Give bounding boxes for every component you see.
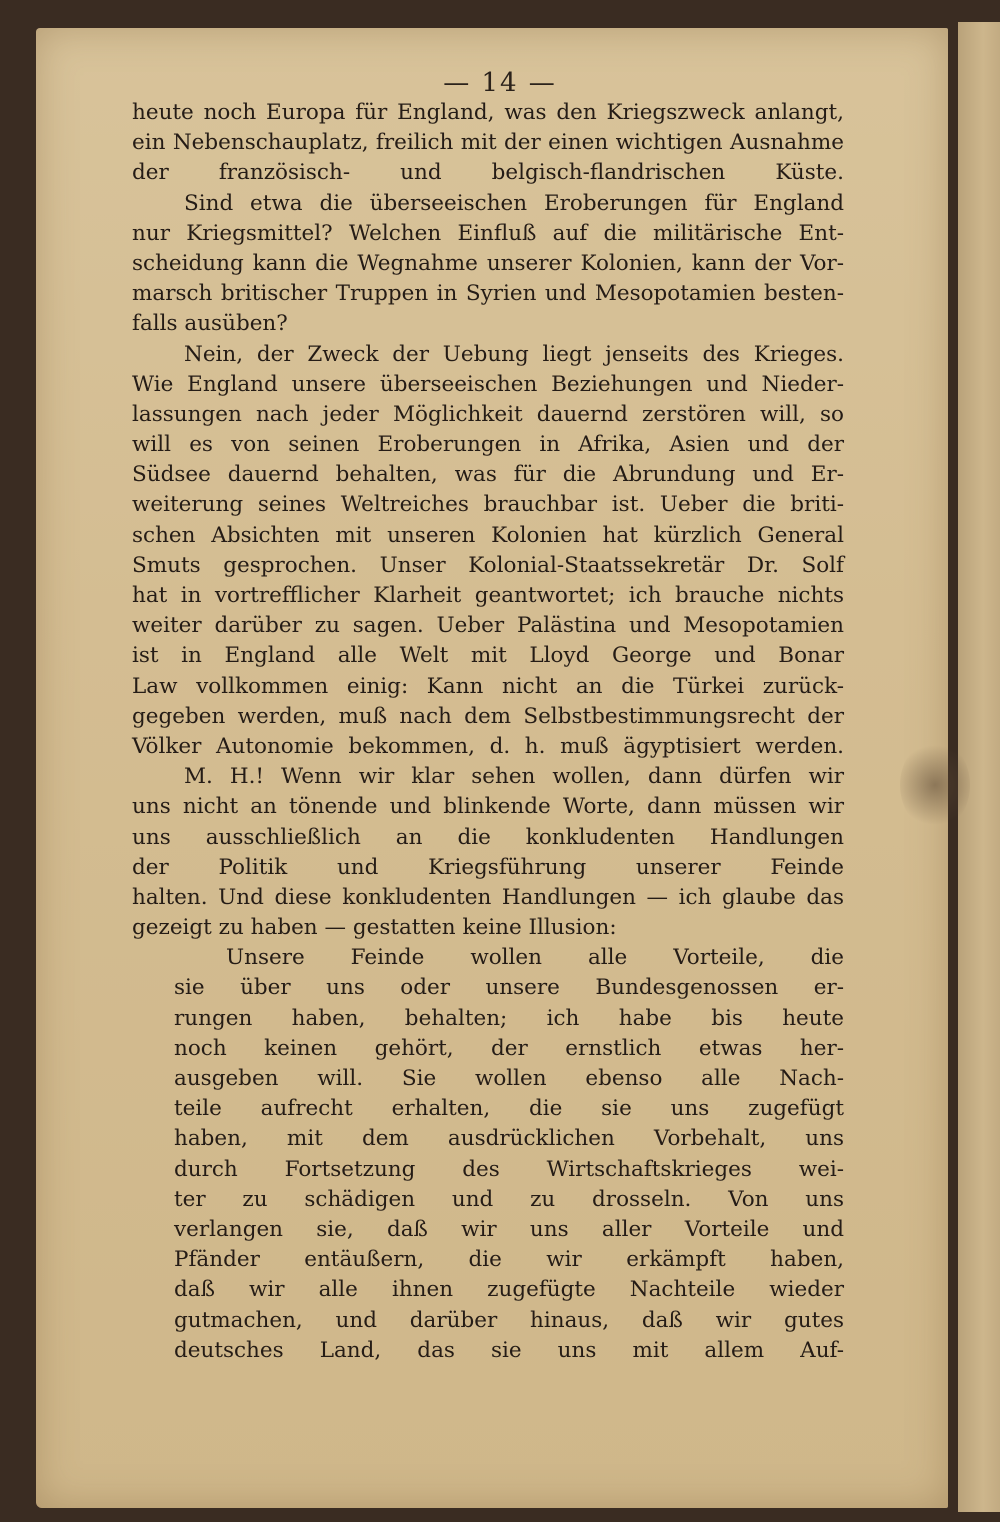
quote-line: deutsches Land, das sie uns mit allem Auf- <box>174 1337 844 1363</box>
quote-line: verlangen sie, daß wir uns aller Vorteile und <box>174 1216 844 1242</box>
text-line: gegeben werden, muß nach dem Selbstbestimmungsrecht der <box>132 703 844 729</box>
text-line: Völker Autonomie bekommen, d. h. muß ägyptisiert werden. <box>132 733 844 759</box>
text-line: uns ausschließlich an die konkludenten Handlungen <box>132 824 844 850</box>
text-line: hat in vortrefflicher Klarheit geantwortet; ich brauche nichts <box>132 583 844 608</box>
quote-line: ausgeben will. Sie wollen ebenso alle Nach- <box>174 1066 844 1091</box>
quote-line: noch keinen gehört, der ernstlich etwas her- <box>174 1035 844 1061</box>
text-line: falls ausüben? <box>132 311 288 337</box>
text-line: ist in England alle Welt mit Lloyd George und Bonar <box>132 643 844 669</box>
text-line: halten. Und diese konkludenten Handlungen — ich glaube das <box>132 884 844 910</box>
text-line: weiter darüber zu sagen. Ueber Palästina und Mesopotamien <box>132 613 844 639</box>
text-line: Südsee dauernd behalten, was für die Abrundung und Er- <box>132 462 844 488</box>
quote-line: Pfänder entäußern, die wir erkämpft haben, <box>174 1247 844 1273</box>
text-line: weiterung seines Weltreiches brauchbar ist. Ueber die briti- <box>132 492 844 518</box>
paper-stain <box>900 740 970 830</box>
text-line: nur Kriegsmittel? Welchen Einfluß auf die militärische Ent- <box>132 220 844 246</box>
text-line: Smuts gesprochen. Unser Kolonial-Staatssekretär Dr. Solf <box>132 552 844 578</box>
text-line: lassungen nach jeder Möglichkeit dauernd zerstören will, so <box>132 401 844 427</box>
quote-line: Unsere Feinde wollen alle Vorteile, die <box>226 945 844 971</box>
text-line: schen Absichten mit unseren Kolonien hat kürzlich General <box>132 522 844 548</box>
quote-line: durch Fortsetzung des Wirtschaftskrieges wei- <box>174 1156 844 1182</box>
text-line: Wie England unsere überseeischen Beziehungen und Nieder- <box>132 371 844 397</box>
text-line: heute noch Europa für England, was den Kriegszweck anlangt, <box>132 100 844 125</box>
quote-line: haben, mit dem ausdrücklichen Vorbehalt, uns <box>174 1126 844 1152</box>
text-line: uns nicht an tönende und blinkende Worte, dann müssen wir <box>132 794 844 820</box>
text-line: Nein, der Zweck der Uebung liegt jenseits des Krieges. <box>184 341 844 367</box>
quote-line: daß wir alle ihnen zugefügte Nachteile wieder <box>174 1277 844 1303</box>
text-line: der Politik und Kriegsführung unserer Feinde <box>132 854 844 880</box>
text-line: marsch britischer Truppen in Syrien und Mesopotamien besten- <box>132 281 844 307</box>
quote-line: rungen haben, behalten; ich habe bis heute <box>174 1005 844 1031</box>
quote-line: sie über uns oder unsere Bundesgenossen er- <box>174 975 844 1001</box>
quote-line: ter zu schädigen und zu drosseln. Von uns <box>174 1186 844 1212</box>
text-line: gezeigt zu haben — gestatten keine Illusion: <box>132 915 617 941</box>
text-line: scheidung kann die Wegnahme unserer Kolonien, kann der Vor- <box>132 250 844 276</box>
text-line: der französisch- und belgisch-flandrischen Küste. <box>132 160 844 186</box>
body-text <box>132 98 844 1366</box>
text-line: will es von seinen Eroberungen in Afrika, Asien und der <box>132 432 844 458</box>
text-line: Sind etwa die überseeischen Eroberungen für England <box>184 190 844 216</box>
text-line: M. H.! Wenn wir klar sehen wollen, dann dürfen wir <box>184 764 844 790</box>
page-number: — 14 — <box>443 68 557 98</box>
quote-line: teile aufrecht erhalten, die sie uns zugefügt <box>174 1096 844 1122</box>
quote-line: gutmachen, und darüber hinaus, daß wir gutes <box>174 1307 844 1333</box>
text-line: ein Nebenschauplatz, freilich mit der einen wichtigen Ausnahme <box>132 130 844 156</box>
text-line: Law vollkommen einig: Kann nicht an die Türkei zurück- <box>132 673 844 699</box>
